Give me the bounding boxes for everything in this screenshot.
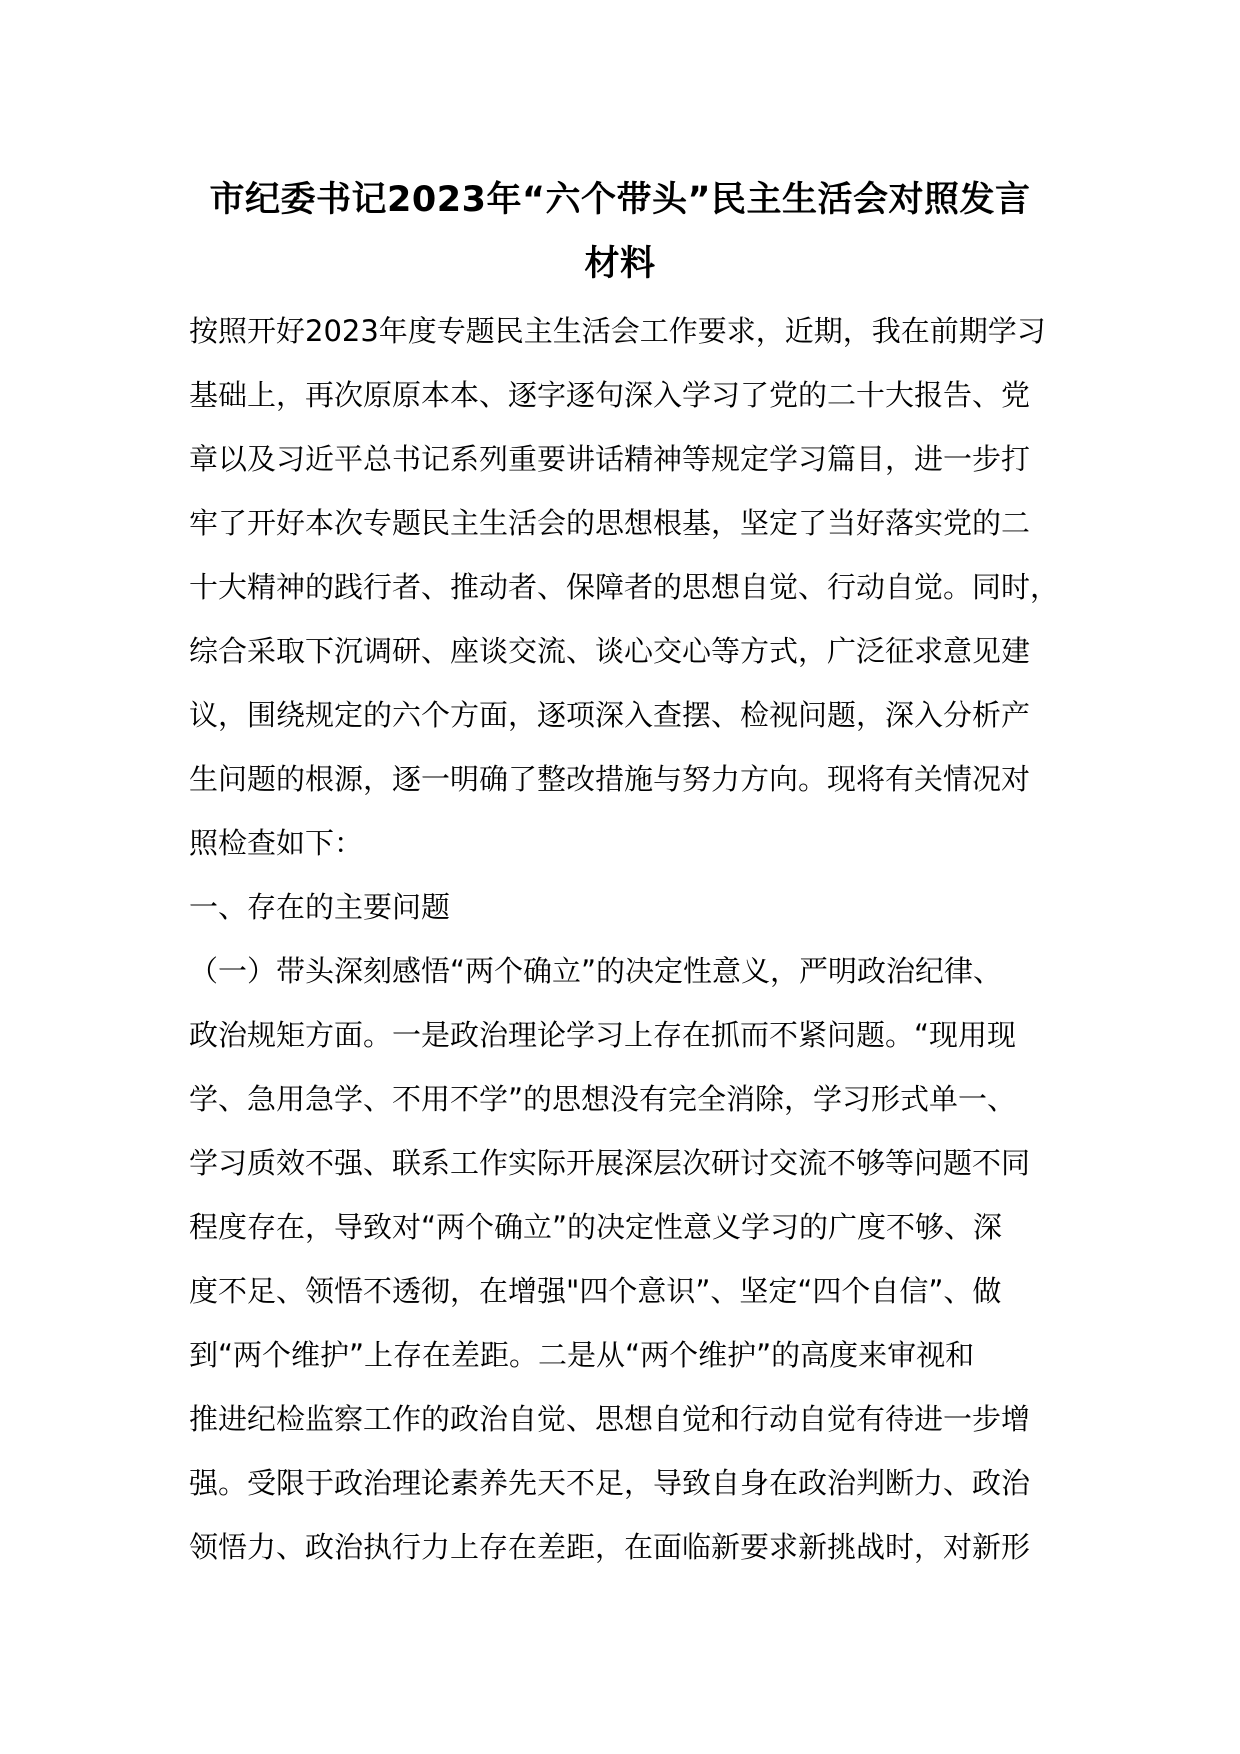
body-text-line: 牢了开好本次专题民主生活会的思想根基，坚定了当好落实党的二 — [189, 506, 1031, 540]
body-text-line: 强。受限于政治理论素养先天不足，导致自身在政治判断力、政治 — [189, 1466, 1031, 1500]
body-text-line: 度不足、领悟不透彻，在增强"四个意识”、坚定“四个自信”、做 — [189, 1274, 1002, 1308]
body-text-line: 领悟力、政治执行力上存在差距，在面临新要求新挑战时，对新形 — [189, 1530, 1031, 1564]
body-text-line: 到“两个维护”上存在差距。二是从“两个维护”的高度来审视和 — [189, 1338, 975, 1372]
body-text-line: 学习质效不强、联系工作实际开展深层次研讨交流不够等问题不同 — [189, 1146, 1031, 1180]
section-heading: 一、存在的主要问题 — [189, 890, 451, 924]
body-text-line: 照检查如下： — [189, 826, 364, 860]
body-text-line: 议，围绕规定的六个方面，逐项深入查摆、检视问题，深入分析产 — [189, 698, 1031, 732]
body-text-line: 学、急用急学、不用不学”的思想没有完全消除，学习形式单一、 — [189, 1082, 1017, 1116]
body-text-line: 基础上，再次原原本本、逐字逐句深入学习了党的二十大报告、党 — [189, 378, 1031, 412]
body-text-line: （一）带头深刻感悟“两个确立”的决定性意义，严明政治纪律、 — [189, 954, 1003, 988]
document-title-line-2: 材料 — [584, 244, 656, 284]
body-text-line: 章以及习近平总书记系列重要讲话精神等规定学习篇目，进一步打 — [189, 442, 1031, 476]
body-text-line: 按照开好2023年度专题民主生活会工作要求，近期，我在前期学习 — [189, 314, 1046, 348]
document-title-line-1: 市纪委书记2023年“六个带头”民主生活会对照发言 — [209, 180, 1031, 220]
body-text-line: 综合采取下沉调研、座谈交流、谈心交心等方式，广泛征求意见建 — [189, 634, 1031, 668]
body-text-line: 政治规矩方面。一是政治理论学习上存在抓而不紧问题。“现用现 — [189, 1018, 1017, 1052]
body-text-line: 十大精神的践行者、推动者、保障者的思想自觉、行动自觉。同时， — [189, 570, 1060, 604]
body-text-line: 程度存在，导致对“两个确立”的决定性意义学习的广度不够、深 — [189, 1210, 1003, 1244]
body-text-line: 生问题的根源，逐一明确了整改措施与努力方向。现将有关情况对 — [189, 762, 1031, 796]
body-text-line: 推进纪检监察工作的政治自觉、思想自觉和行动自觉有待进一步增 — [189, 1402, 1031, 1436]
